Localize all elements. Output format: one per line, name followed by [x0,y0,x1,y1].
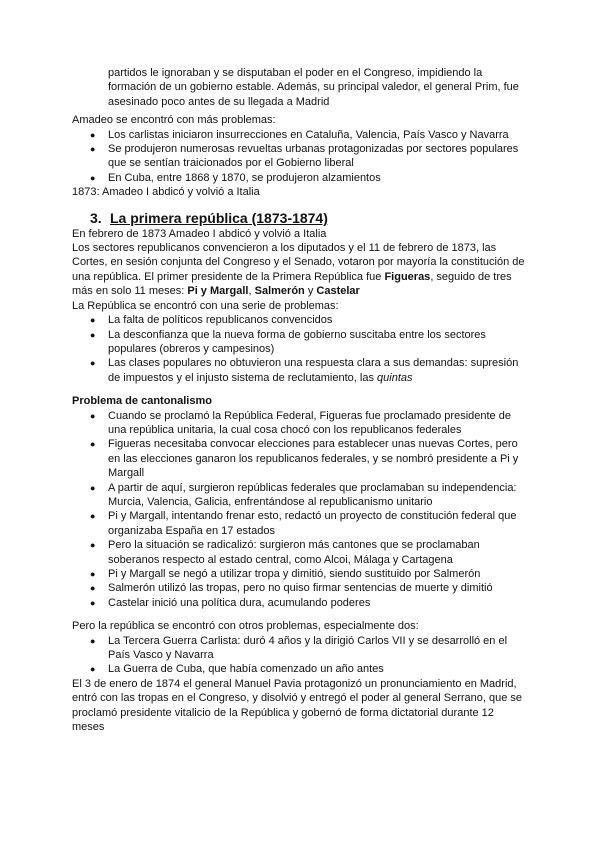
list-item: ● Pi y Margall, intentando frenar esto, redactó un proyecto de constitución federal que organizaba España en 17 estados [72,509,528,538]
list-item: ● Figueras necesitaba convocar elecciones para establecer unas nuevas Cortes, pero en las elecciones ganaron los republicanos federales, y se nombró presidente a Pi y Margall [72,437,528,480]
list-item: ● La falta de políticos republicanos convencidos [72,313,528,327]
list-item: ● La desconfianza que la nueva forma de gobierno suscitaba entre los sectores populares (obreros y campesinos) [72,328,528,357]
section-paragraph-2: Los sectores republicanos convencieron a los diputados y el 11 de febrero de 1873, las Cortes, en sesión conjunta del Congreso y el Senado, votaron por mayoría la constitución de una república. El primer presidente de la Primera República fue Figueras, seguido de tres más en solo 11 meses: Pi y Margall, Salmerón y Castelar [72,242,525,298]
republic-problems-list [72,313,528,385]
list-item: ● Pero la situación se radicalizó: surgieron más cantones que se proclamaban soberanos respecto al estado central, como Alcoi, Málaga y Cartagena [72,538,528,567]
cantonalismo-list [72,409,528,611]
list-item: ● Pi y Margall se negó a utilizar tropa y dimitió, siendo sustituido por Salmerón [72,567,528,581]
intro-continuation: partidos le ignoraban y se disputaban el poder en el Congreso, impidiendo la formación de un gobierno estable. Además, su principal valedor, el general Prim, fue asesinado poco antes de su llegada a Madrid [108,67,519,108]
list-item: ● Se produjeron numerosas revueltas urbanas protagonizadas por sectores populares que se sentían traicionados por el Gobierno liberal [72,142,528,171]
section-number: 3. [90,209,102,226]
other-problems-list [72,634,528,677]
list-item: ● Salmerón utilizó las tropas, pero no quiso firmar sentencias de muerte y dimitió [72,581,528,595]
section-paragraph-1: En febrero de 1873 Amadeo I abdicó y volvió a Italia [72,227,327,240]
list-item: ● Los carlistas iniciaron insurrecciones en Cataluña, Valencia, País Vasco y Navarra [72,128,528,142]
bold-figueras: Figueras [384,270,431,283]
bold-salmeron: Salmerón [254,285,305,298]
section-heading [72,209,528,227]
intro-closing: 1873: Amadeo I abdicó y volvió a Italia [72,186,260,199]
section-title: La primera república (1873-1874) [110,209,328,226]
other-problems-lead: Pero la república se encontró con otros problemas, especialmente dos: [72,620,419,633]
bold-pi-y-margall: Pi y Margall [187,285,249,298]
list-item: ● Las clases populares no obtuvieron una respuesta clara a sus demandas: supresión de impuestos y el injusto sistema de reclutamiento, las quintas [72,356,528,385]
list-item: ● Cuando se proclamó la República Federal, Figueras fue proclamado presidente de una república unitaria, la cual cosa chocó con los republicanos federales [72,409,528,438]
italic-quintas: quintas [377,371,413,384]
list-item: ● A partir de aquí, surgieron repúblicas federales que proclamaban su independencia: Murcia, Valencia, Galicia, enfrentándose al republicanismo unitario [72,481,528,510]
list-item: ● La Tercera Guerra Carlista: duró 4 años y la dirigió Carlos VII y se desarrolló en el País Vasco y Navarra [72,634,528,663]
list-item: ● En Cuba, entre 1868 y 1870, se produjeron alzamientos [72,171,528,185]
intro-problems-lead: Amadeo se encontró con más problemas: [72,114,276,127]
list-item: ● La Guerra de Cuba, que había comenzado un año antes [72,662,528,676]
bold-castelar: Castelar [316,285,360,298]
document-page [72,66,528,734]
list-item: ● Castelar inició una política dura, acumulando poderes [72,596,528,610]
republic-problems-lead: La República se encontró con una serie de problemas: [72,299,339,312]
other-problems-closing: El 3 de enero de 1874 el general Manuel Pavia protagonizó un pronunciamiento en Madrid, entró con las tropas en el Congreso, y disolvió y entregó el poder al general Serrano, que se proclamó presidente vitalicio de la República y gobernó de forma dictatorial durante 12 meses [72,677,523,734]
intro-problems-list [72,128,528,186]
cantonalismo-heading: Problema de cantonalismo [72,395,212,408]
